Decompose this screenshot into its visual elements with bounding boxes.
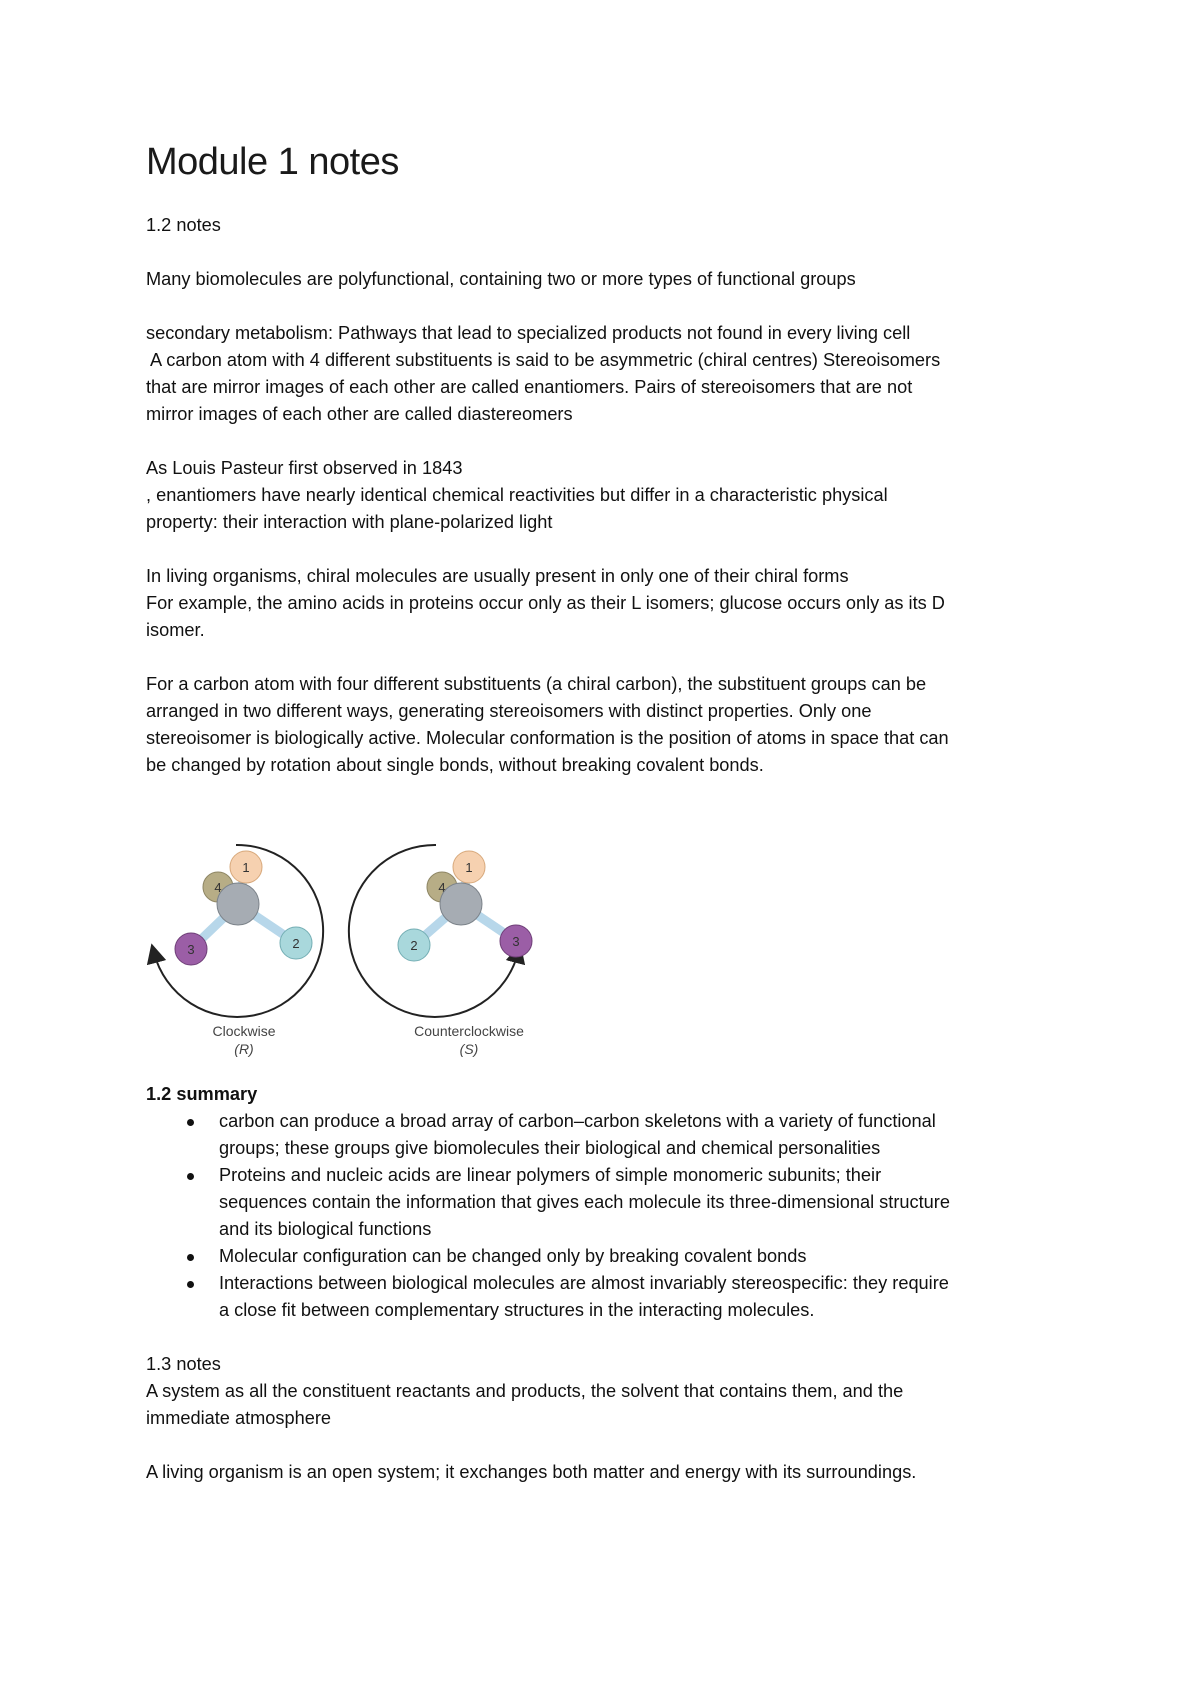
page-title: Module 1 notes — [146, 141, 399, 183]
counterclockwise-sublabel: (S) — [459, 1040, 479, 1057]
bullet-line: Proteins and nucleic acids are linear polymers of simple monomeric subunits; their — [219, 1164, 882, 1185]
paragraph-system — [146, 1378, 1086, 1432]
list-item — [219, 1243, 1086, 1270]
paragraph-line: be changed by rotation about single bonds, without breaking covalent bonds. — [146, 754, 764, 775]
document-page — [146, 140, 1086, 1486]
bullet-line: a close fit between complementary structures in the interacting molecules. — [219, 1299, 815, 1320]
list-item — [219, 1270, 1086, 1324]
paragraph-line: that are mirror images of each other are called enantiomers. Pairs of stereoisomers that are not — [146, 376, 913, 397]
summary-heading-1-2: 1.2 summary — [146, 1083, 258, 1104]
atom-label: 2 — [292, 935, 300, 951]
paragraph-line: arranged in two different ways, generating stereoisomers with distinct properties. Only one — [146, 700, 872, 721]
bullet-icon — [187, 1173, 194, 1180]
chirality-diagram — [146, 841, 566, 1081]
paragraph-pasteur — [146, 455, 1086, 536]
clockwise-sublabel: (R) — [234, 1040, 254, 1057]
list-item — [219, 1108, 1086, 1162]
paragraph-line: For a carbon atom with four different substituents (a chiral carbon), the substituent groups can be — [146, 673, 927, 694]
section-heading-1-2: 1.2 notes — [146, 214, 221, 235]
bullet-icon — [187, 1281, 194, 1288]
atom-label: 1 — [465, 859, 473, 875]
section-heading-1-3: 1.3 notes — [146, 1353, 221, 1374]
counterclockwise-molecule — [349, 845, 532, 1057]
bullet-line: carbon can produce a broad array of carbon–carbon skeletons with a variety of functional — [219, 1110, 936, 1131]
paragraph-line: mirror images of each other are called diastereomers — [146, 403, 573, 424]
carbon-center — [217, 883, 259, 925]
counterclockwise-label: Counterclockwise — [414, 1022, 524, 1039]
bullet-icon — [187, 1254, 194, 1261]
paragraph-line: As Louis Pasteur first observed in 1843 — [146, 457, 463, 478]
atom-label: 1 — [242, 859, 250, 875]
list-item — [219, 1162, 1086, 1243]
paragraph-chiral-carbon — [146, 671, 1086, 779]
paragraph-line: secondary metabolism: Pathways that lead to specialized products not found in every living cell — [146, 322, 911, 343]
paragraph-line: property: their interaction with plane-polarized light — [146, 511, 553, 532]
paragraph-stereoisomers — [146, 320, 1086, 428]
chirality-figure — [146, 841, 566, 1081]
paragraph-line: stereoisomer is biologically active. Molecular conformation is the position of atoms in space that can — [146, 727, 949, 748]
paragraph-line: A system as all the constituent reactants and products, the solvent that contains them, and the — [146, 1380, 904, 1401]
paragraph-line: , enantiomers have nearly identical chemical reactivities but differ in a characteristic physical — [146, 484, 888, 505]
atom-label: 3 — [512, 933, 520, 949]
paragraph-line: isomer. — [146, 619, 205, 640]
paragraph-line: For example, the amino acids in proteins occur only as their L isomers; glucose occurs only as its D — [146, 592, 945, 613]
paragraph-chiral-forms — [146, 563, 1086, 644]
bullet-line: and its biological functions — [219, 1218, 432, 1239]
atom-label: 4 — [214, 879, 222, 895]
paragraph-polyfunctional: Many biomolecules are polyfunctional, containing two or more types of functional groups — [146, 268, 856, 289]
carbon-center — [440, 883, 482, 925]
clockwise-molecule — [154, 845, 323, 1057]
paragraph-line: In living organisms, chiral molecules are usually present in only one of their chiral forms — [146, 565, 849, 586]
bullet-line: Molecular configuration can be changed only by breaking covalent bonds — [219, 1245, 807, 1266]
paragraph-line: immediate atmosphere — [146, 1407, 331, 1428]
paragraph-open-system: A living organism is an open system; it exchanges both matter and energy with its surroundings. — [146, 1461, 917, 1482]
summary-list — [146, 1108, 1086, 1324]
atom-label: 2 — [410, 937, 418, 953]
bullet-icon — [187, 1119, 194, 1126]
bullet-line: groups; these groups give biomolecules their biological and chemical personalities — [219, 1137, 881, 1158]
bullet-line: sequences contain the information that gives each molecule its three-dimensional structure — [219, 1191, 950, 1212]
atom-label: 3 — [187, 941, 195, 957]
bullet-line: Interactions between biological molecules are almost invariably stereospecific: they require — [219, 1272, 949, 1293]
atom-label: 4 — [438, 879, 446, 895]
paragraph-line: A carbon atom with 4 different substituents is said to be asymmetric (chiral centres) Stereoisomers — [146, 349, 941, 370]
clockwise-label: Clockwise — [212, 1022, 276, 1039]
